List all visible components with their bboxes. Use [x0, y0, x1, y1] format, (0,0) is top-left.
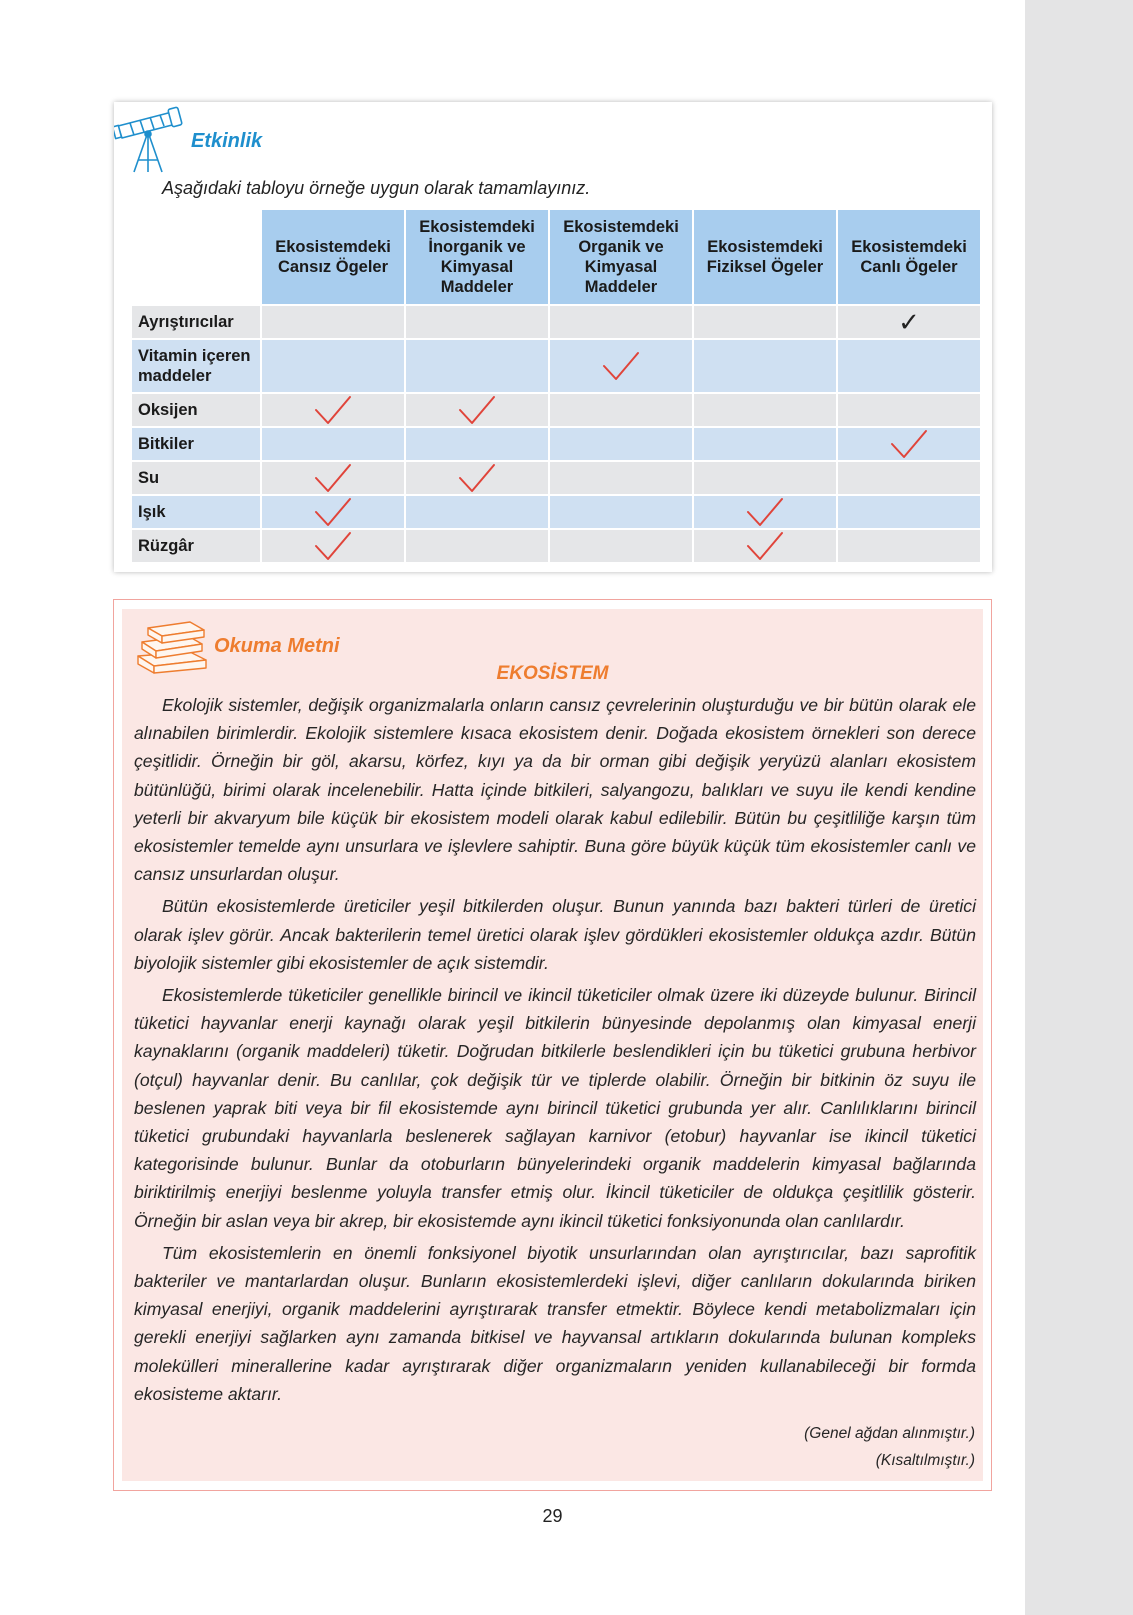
table-row [132, 428, 980, 460]
table-cell[interactable] [838, 340, 980, 392]
table-cell[interactable] [694, 340, 836, 392]
table-cell[interactable] [262, 428, 404, 460]
activity-box [114, 102, 992, 572]
table-cell[interactable] [550, 428, 692, 460]
table-cell[interactable] [838, 428, 980, 460]
example-check-mark: ✓ [898, 306, 920, 337]
paragraph: Tüm ekosistemlerin en önemli fonksiyonel biyotik unsurlarından olan ayrıştırıcılar, bazı saprofitik bakteriler ve mantarlardan oluşur. Bunların ekosistemlerdeki işlevi, diğer canlıların dokularında biriken kimyasal enerjiyi, organik maddelerini ayrıştırarak transfer etmektir. Böylece kendi metabolizmaları için gerekli enerjiyi sağlarken aynı zamanda bitkisel ve hayvansal artıkların dokularında bulunan kompleks molekülleri minerallerine kadar ayrıştırarak diğer organizmaların yeniden kullanabileceği bir formda ekosisteme aktarır. [134, 1242, 976, 1404]
table-cell[interactable] [262, 530, 404, 562]
row-label: Işık [132, 496, 260, 528]
table-row [132, 340, 980, 392]
table-cell[interactable] [262, 306, 404, 338]
handwritten-check-mark [313, 531, 353, 561]
shortened-note: (Kısaltılmıştır.) [875, 1452, 975, 1469]
table-corner [132, 210, 260, 304]
table-cell[interactable] [550, 530, 692, 562]
table-cell[interactable] [550, 340, 692, 392]
table-cell[interactable] [406, 394, 548, 426]
table-cell[interactable] [838, 306, 980, 338]
table-cell[interactable] [262, 496, 404, 528]
table-cell[interactable] [406, 428, 548, 460]
table-row [132, 530, 980, 562]
activity-title: Etkinlik [191, 130, 263, 152]
table-row [132, 462, 980, 494]
row-label: Ayrıştırıcılar [132, 306, 260, 338]
table-cell[interactable] [550, 306, 692, 338]
table-cell[interactable] [550, 394, 692, 426]
reading-panel [122, 609, 983, 1481]
handwritten-check-mark [601, 351, 641, 381]
table-cell[interactable] [406, 530, 548, 562]
handwritten-check-mark [457, 463, 497, 493]
handwritten-check-mark [313, 395, 353, 425]
row-label: Rüzgâr [132, 530, 260, 562]
table-cell[interactable] [406, 306, 548, 338]
table-cell[interactable] [694, 496, 836, 528]
table-cell[interactable] [838, 530, 980, 562]
page-number: 29 [542, 1506, 563, 1526]
page-margin-bar [1025, 0, 1133, 1615]
row-label: Su [132, 462, 260, 494]
table-cell[interactable] [406, 496, 548, 528]
table-cell[interactable] [838, 462, 980, 494]
table-cell[interactable] [406, 340, 548, 392]
handwritten-check-mark [313, 497, 353, 527]
table-cell[interactable] [694, 394, 836, 426]
table-row [132, 496, 980, 528]
table-cell[interactable] [406, 462, 548, 494]
table-cell[interactable] [262, 340, 404, 392]
paragraph: Ekosistemlerde tüketiciler genellikle birincil ve ikincil tüketiciler olmak üzere iki düzeyde bulunur. Birincil tüketici hayvanlar enerji kaynağı olarak yeşil bitkilerin bünyesinde depolanmış olan kimyasal enerji kaynaklarını (organik maddeleri) tüketir. Doğrudan bitkilerle beslendikleri için bu tüketici grubuna herbivor (otçul) hayvanlar denir. Bu canlılar, çok değişik tür ve tiplerde olabilir. Örneğin bir bitkinin öz suyu ile beslenen yaprak biti veya bir fil ekosistemde aynı birincil tüketici grubunda yer alır. Canlılıklarını birincil tüketici grubundaki hayvanlarla beslenerek sağlayan karnivor (etobur) hayvanlar ise ikincil tüketici kategorisinde bulunur. Bunlar da otoburların bünyelerindeki organik maddelerin kimyasal bağlarında biriktirilmiş enerjiyi beslenme yoluyla transfer etmiş olur. İkincil tüketiciler de oldukça çeşitlilik gösterir. Örneğin bir aslan veya bir akrep, bir ekosistemde aynı ikincil tüketici fonksiyonunda olan canlılardır. [134, 985, 976, 1231]
reading-title: Okuma Metni [214, 635, 340, 657]
table-cell[interactable] [694, 306, 836, 338]
row-label: Bitkiler [132, 428, 260, 460]
source-note: (Genel ağdan alınmıştır.) [804, 1425, 975, 1442]
handwritten-check-mark [313, 463, 353, 493]
handwritten-check-mark [745, 531, 785, 561]
column-header: Ekosistemdeki Organik ve Kimyasal Maddeler [550, 210, 692, 304]
activity-instruction: Aşağıdaki tabloyu örneğe uygun olarak tamamlayınız. [162, 178, 591, 198]
table-row [132, 394, 980, 426]
table-cell[interactable] [550, 462, 692, 494]
table-cell[interactable] [262, 462, 404, 494]
table-cell[interactable] [694, 462, 836, 494]
table-cell[interactable] [550, 496, 692, 528]
column-header: Ekosistemdeki İnorganik ve Kimyasal Maddeler [406, 210, 548, 304]
reading-body [134, 691, 976, 1412]
column-header: Ekosistemdeki Canlı Ögeler [838, 210, 980, 304]
table-cell[interactable] [694, 428, 836, 460]
table-cell[interactable] [838, 394, 980, 426]
table-cell[interactable] [838, 496, 980, 528]
reading-box [113, 599, 992, 1491]
row-label: Oksijen [132, 394, 260, 426]
telescope-icon [114, 104, 186, 176]
table-cell[interactable] [694, 530, 836, 562]
column-header: Ekosistemdeki Fiziksel Ögeler [694, 210, 836, 304]
handwritten-check-mark [889, 429, 929, 459]
row-label: Vitamin içeren maddeler [132, 340, 260, 392]
paragraph: Ekolojik sistemler, değişik organizmalarla onların cansız çevrelerinin oluşturduğu ve bir bütün olarak ele alınabilen birimlerdir. Ekolojik sistemlere kısaca ekosistem denir. Doğada ekosistem örnekleri son derece çeşitlidir. Örneğin bir göl, akarsu, körfez, kıyı ya da bir orman gibi değişik yeryüzü alanları ekosistem bütünlüğü, birimi olarak incelenebilir. Hatta içinde bitkileri, salyangozu, balıkları ve suyu ile kendi kendine yeterli bir akvaryum bile küçük bir ekosistem modeli olarak kabul edilebilir. Bütün bu çeşitliliğe karşın tüm ekosistemler temelde aynı unsurlara ve işlevlere sahiptir. Buna göre büyük küçük tüm ekosistemler canlı ve cansız unsurlardan oluşur. [134, 695, 976, 885]
table-row [132, 306, 980, 338]
handwritten-check-mark [745, 497, 785, 527]
column-header: Ekosistemdeki Cansız Ögeler [262, 210, 404, 304]
paragraph: Bütün ekosistemlerde üreticiler yeşil bitkilerden oluşur. Bunun yanında bazı bakteri türleri de üretici olarak işlev görür. Ancak bakterilerin temel üretici olarak işlev gördükleri ekosistemler oldukça azdır. Bütün biyolojik sistemler gibi ekosistemler de açık sistemdir. [134, 896, 976, 973]
reading-heading: EKOSİSTEM [496, 663, 609, 684]
activity-table [130, 208, 982, 564]
handwritten-check-mark [457, 395, 497, 425]
table-cell[interactable] [262, 394, 404, 426]
